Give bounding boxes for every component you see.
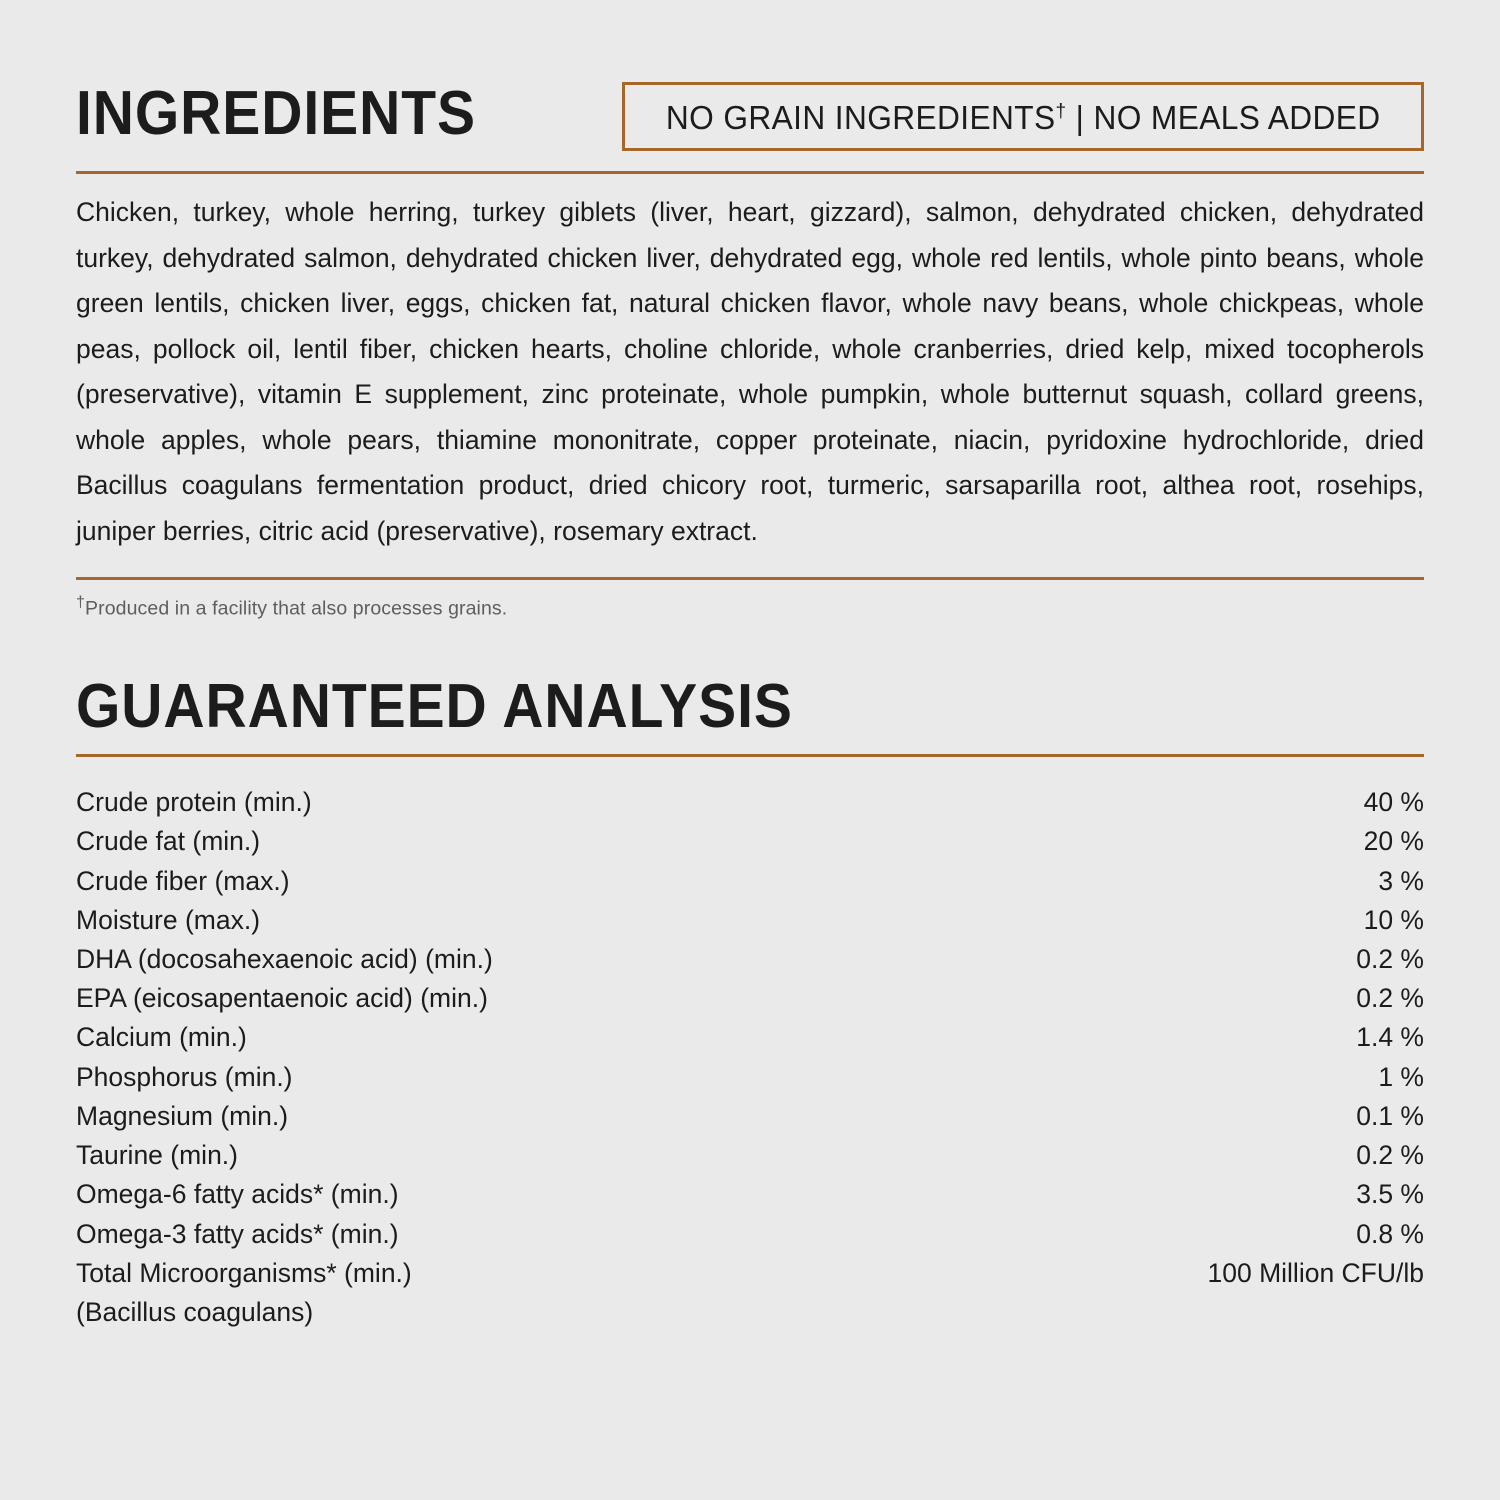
guaranteed-analysis-subnote: (Bacillus coagulans) xyxy=(76,1296,314,1327)
no-grain-claim-box xyxy=(622,82,1424,151)
analysis-row xyxy=(76,1058,1424,1097)
analysis-row-value: 3.5 % xyxy=(1356,1179,1424,1210)
analysis-row xyxy=(76,940,1424,979)
analysis-row xyxy=(76,901,1424,940)
ingredients-title: INGREDIENTS xyxy=(76,79,476,148)
analysis-row-value: 0.2 % xyxy=(1356,983,1424,1014)
analysis-row xyxy=(76,783,1424,822)
analysis-row-value: 0.8 % xyxy=(1356,1218,1424,1249)
analysis-row xyxy=(76,1018,1424,1057)
analysis-row-value: 1 % xyxy=(1378,1061,1424,1092)
analysis-row xyxy=(76,862,1424,901)
claim-dagger: † xyxy=(1055,100,1067,122)
analysis-row-value: 20 % xyxy=(1363,826,1424,857)
analysis-row-label: Crude fat (min.) xyxy=(76,826,261,857)
analysis-row xyxy=(76,1097,1424,1136)
ingredients-list-text: Chicken, turkey, whole herring, turkey giblets (liver, heart, gizzard), salmon, dehydrated chicken, dehydrated turkey, dehydrated salmon, dehydrated chicken liver, dehydrated egg, whole red lentils, whole pinto beans, whole green lentils, chicken liver, eggs, chicken fat, natural chicken flavor, whole navy beans, whole chickpeas, whole peas, pollock oil, lentil fiber, chicken hearts, choline chloride, whole cranberries, dried kelp, mixed tocopherols (preservative), vitamin E supplement, zinc proteinate, whole pumpkin, whole butternut squash, collard greens, whole apples, whole pears, thiamine mononitrate, copper proteinate, niacin, pyridoxine hydrochloride, dried Bacillus coagulans fermentation product, dried chicory root, turmeric, sarsaparilla root, althea root, rosehips, juniper berries, citric acid (preservative), rosemary extract. xyxy=(76,197,1424,547)
analysis-row-value: 0.1 % xyxy=(1356,1100,1424,1131)
guaranteed-analysis-list xyxy=(76,757,1424,1332)
ingredients-header xyxy=(76,0,1424,155)
analysis-row-value: 40 % xyxy=(1363,787,1424,818)
analysis-row-value: 0.2 % xyxy=(1356,1140,1424,1171)
analysis-row-label: Magnesium (min.) xyxy=(76,1100,289,1131)
claim-text-main: NO GRAIN INGREDIENTS xyxy=(665,99,1056,136)
claim-text-rest: | NO MEALS ADDED xyxy=(1066,99,1381,136)
analysis-row-label: Crude fiber (max.) xyxy=(76,865,290,896)
analysis-row-label: Omega-6 fatty acids* (min.) xyxy=(76,1179,399,1210)
analysis-row xyxy=(76,1175,1424,1214)
analysis-row-value: 1.4 % xyxy=(1356,1022,1424,1053)
analysis-row-label: Omega-3 fatty acids* (min.) xyxy=(76,1218,399,1249)
analysis-row xyxy=(76,1136,1424,1175)
analysis-row xyxy=(76,1254,1424,1293)
analysis-row-value: 3 % xyxy=(1378,865,1424,896)
analysis-row xyxy=(76,822,1424,861)
ingredients-footnote xyxy=(76,580,1424,621)
analysis-row-label: Total Microorganisms* (min.) xyxy=(76,1257,412,1288)
analysis-row-label: Calcium (min.) xyxy=(76,1022,247,1053)
analysis-row-value: 10 % xyxy=(1363,904,1424,935)
analysis-row-label: EPA (eicosapentaenoic acid) (min.) xyxy=(76,983,488,1014)
analysis-row-label: Taurine (min.) xyxy=(76,1140,238,1171)
analysis-row-label: Phosphorus (min.) xyxy=(76,1061,293,1092)
analysis-row-value: 100 Million CFU/lb xyxy=(1207,1257,1424,1288)
analysis-row-label: DHA (docosahexaenoic acid) (min.) xyxy=(76,944,493,974)
analysis-row-label: Moisture (max.) xyxy=(76,904,261,935)
no-grain-claim-text xyxy=(665,101,1380,134)
footnote-marker: † xyxy=(76,593,85,611)
analysis-row-label: Crude protein (min.) xyxy=(76,787,312,818)
guaranteed-analysis-title: GUARANTEED ANALYSIS xyxy=(76,672,793,742)
analysis-row xyxy=(76,979,1424,1018)
footnote-text: Produced in a facility that also processes grains. xyxy=(85,597,508,620)
analysis-row xyxy=(76,1215,1424,1254)
analysis-row-value: 0.2 % xyxy=(1356,944,1424,974)
